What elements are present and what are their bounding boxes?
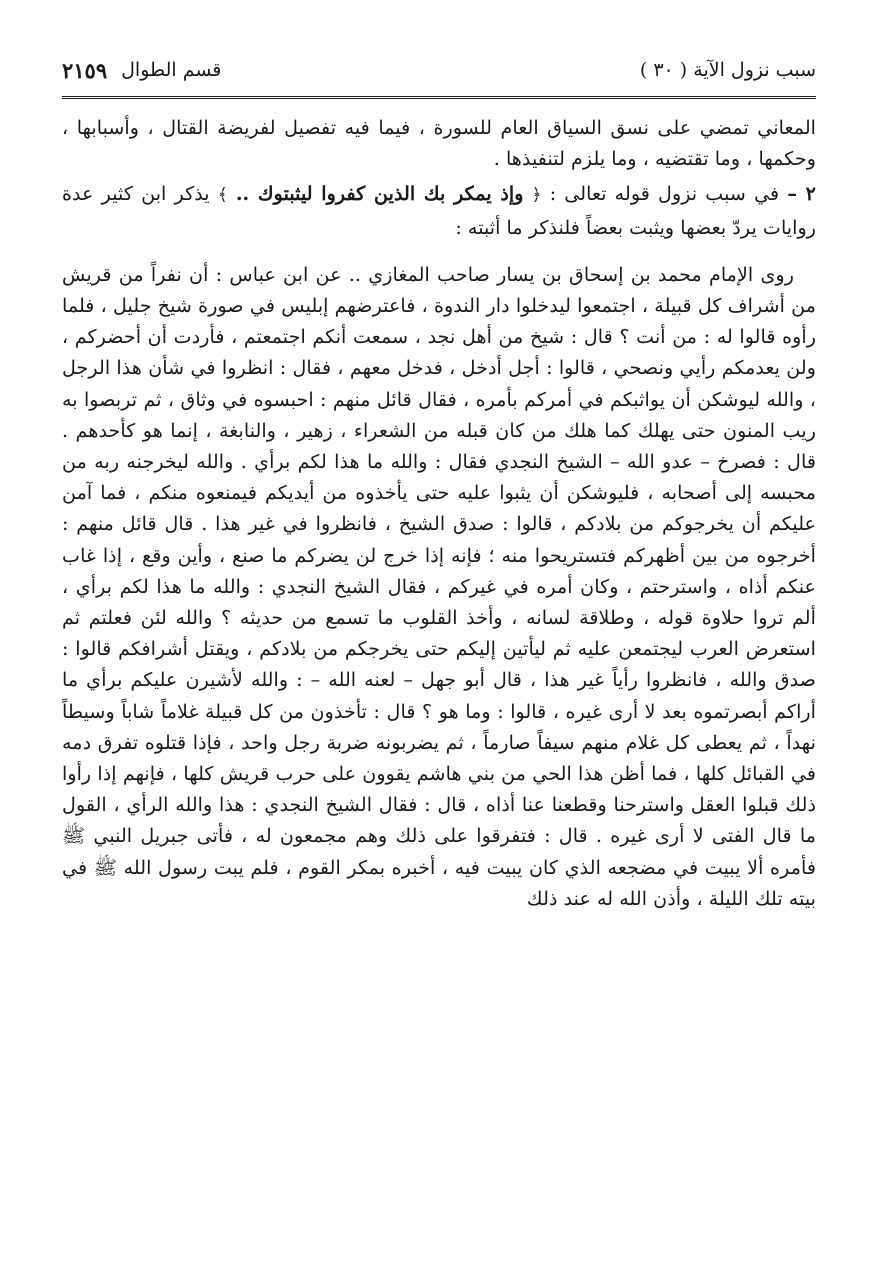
item-number: ٢ – [787, 182, 816, 206]
page-number: ٢١٥٩ [62, 57, 108, 83]
quran-bracket-close: ﴾ [217, 185, 228, 206]
page-header [62, 50, 816, 90]
header-section-info [62, 58, 221, 83]
quran-bracket-open: ﴿ [531, 185, 542, 206]
running-title-text: سبب نزول الآية ( ٣٠ ) [639, 59, 816, 81]
paragraph-2-rest: يذكر ابن كثير عدة روايات يردّ بعضها ويثبت بعضاً فلنذكر ما أثبته : [62, 182, 816, 239]
page-body [62, 112, 816, 914]
quran-verse: وإذ يمكر بك الذين كفروا ليثبتوك .. [235, 182, 524, 206]
paragraph-2 [62, 178, 816, 242]
paragraph-3: روى الإمام محمد بن إسحاق بن يسار صاحب المغازي .. عن ابن عباس : أن نفراً من قريش من أشراف كل قبيلة ، اجتمعوا ليدخلوا دار الندوة ، فاعترضهم إبليس في صورة شيخ جليل ، فلما رأوه قالوا له : من أنت ؟ قال : شيخ من أهل نجد ، سمعت أنكم اجتمعتم ، فأردت أن أحضركم ، ولن يعدمكم رأيي ونصحي ، قالوا : أجل أدخل ، فدخل معهم ، فقال : انظروا في شأن هذا الرجل ، والله ليوشكن أن يواثبكم في أمركم بأمره ، فقال قائل منهم : احبسوه في وثاق ، ثم تربصوا به ريب المنون حتى يهلك كما هلك من كان قبله من الشعراء ، زهير ، والنابغة ، إنما هو كأحدهم . قال : فصرخ – عدو الله – الشيخ النجدي فقال : والله ما هذا لكم برأي . والله ليخرجنه ربه من محبسه إلى أصحابه ، فليوشكن أن يثبوا عليه حتى يأخذوه من أيديكم فيمنعوه منكم ، فما آمن عليكم أن يخرجوكم من بلادكم ، قالوا : صدق الشيخ ، فانظروا في غير هذا . قال قائل منهم : أخرجوه من بين أظهركم فتستريحوا منه ؛ فإنه إذا خرج لن يضركم ما صنع ، وأين وقع ، إذا غاب عنكم أذاه ، واسترحتم ، وكان أمره في غيركم ، فقال الشيخ النجدي : والله ما هذا لكم برأي ، ألم تروا حلاوة قوله ، وطلاقة لسانه ، وأخذ القلوب ما تسمع من حديثه ؟ والله لئن فعلتم ثم استعرض العرب ليجتمعن عليه ثم ليأتين إليكم حتى يخرجكم من بلادكم ، ويقتل أشرافكم قالوا : صدق والله ، فانظروا رأياً غير هذا ، قال أبو جهل – لعنه الله – : والله لأشيرن عليكم برأي ما أراكم أبصرتموه بعد لا أرى غيره ، قالوا : وما هو ؟ قال : تأخذون من كل قبيلة غلاماً شاباً وسيطاً نهداً ، ثم يعطى كل غلام منهم سيفاً صارماً ، ثم يضربونه ضربة رجل واحد ، فإذا قتلوه تفرق دمه في القبائل كلها ، فما أظن هذا الحي من بني هاشم يقوون على حرب قريش كلها ، فإنهم إذا رأوا ذلك قبلوا العقل واسترحنا وقطعنا عنا أذاه ، قال : فقال الشيخ النجدي : هذا والله الرأي ، القول ما قال الفتى لا أرى غيره . قال : فتفرقوا على ذلك وهم مجمعون له ، فأتى جبريل النبي ﷺ فأمره ألا يبيت في مضجعه الذي كان يبيت فيه ، أخبره بمكر القوم ، فلم يبت رسول الله ﷺ في بيته تلك الليلة ، وأذن الله له عند ذلك [62, 262, 816, 910]
header-divider [62, 96, 816, 99]
paragraph-2-intro: في سبب نزول قوله تعالى : [549, 182, 780, 206]
paragraph-1: المعاني تمضي على نسق السياق العام للسورة ، فيما فيه تفصيل لفريضة القتال ، وأسبابها ، وحكمها ، وما تقتضيه ، وما يلزم لتنفيذها . [62, 116, 816, 171]
section-name: قسم الطوال [121, 59, 222, 81]
running-title [640, 59, 816, 81]
